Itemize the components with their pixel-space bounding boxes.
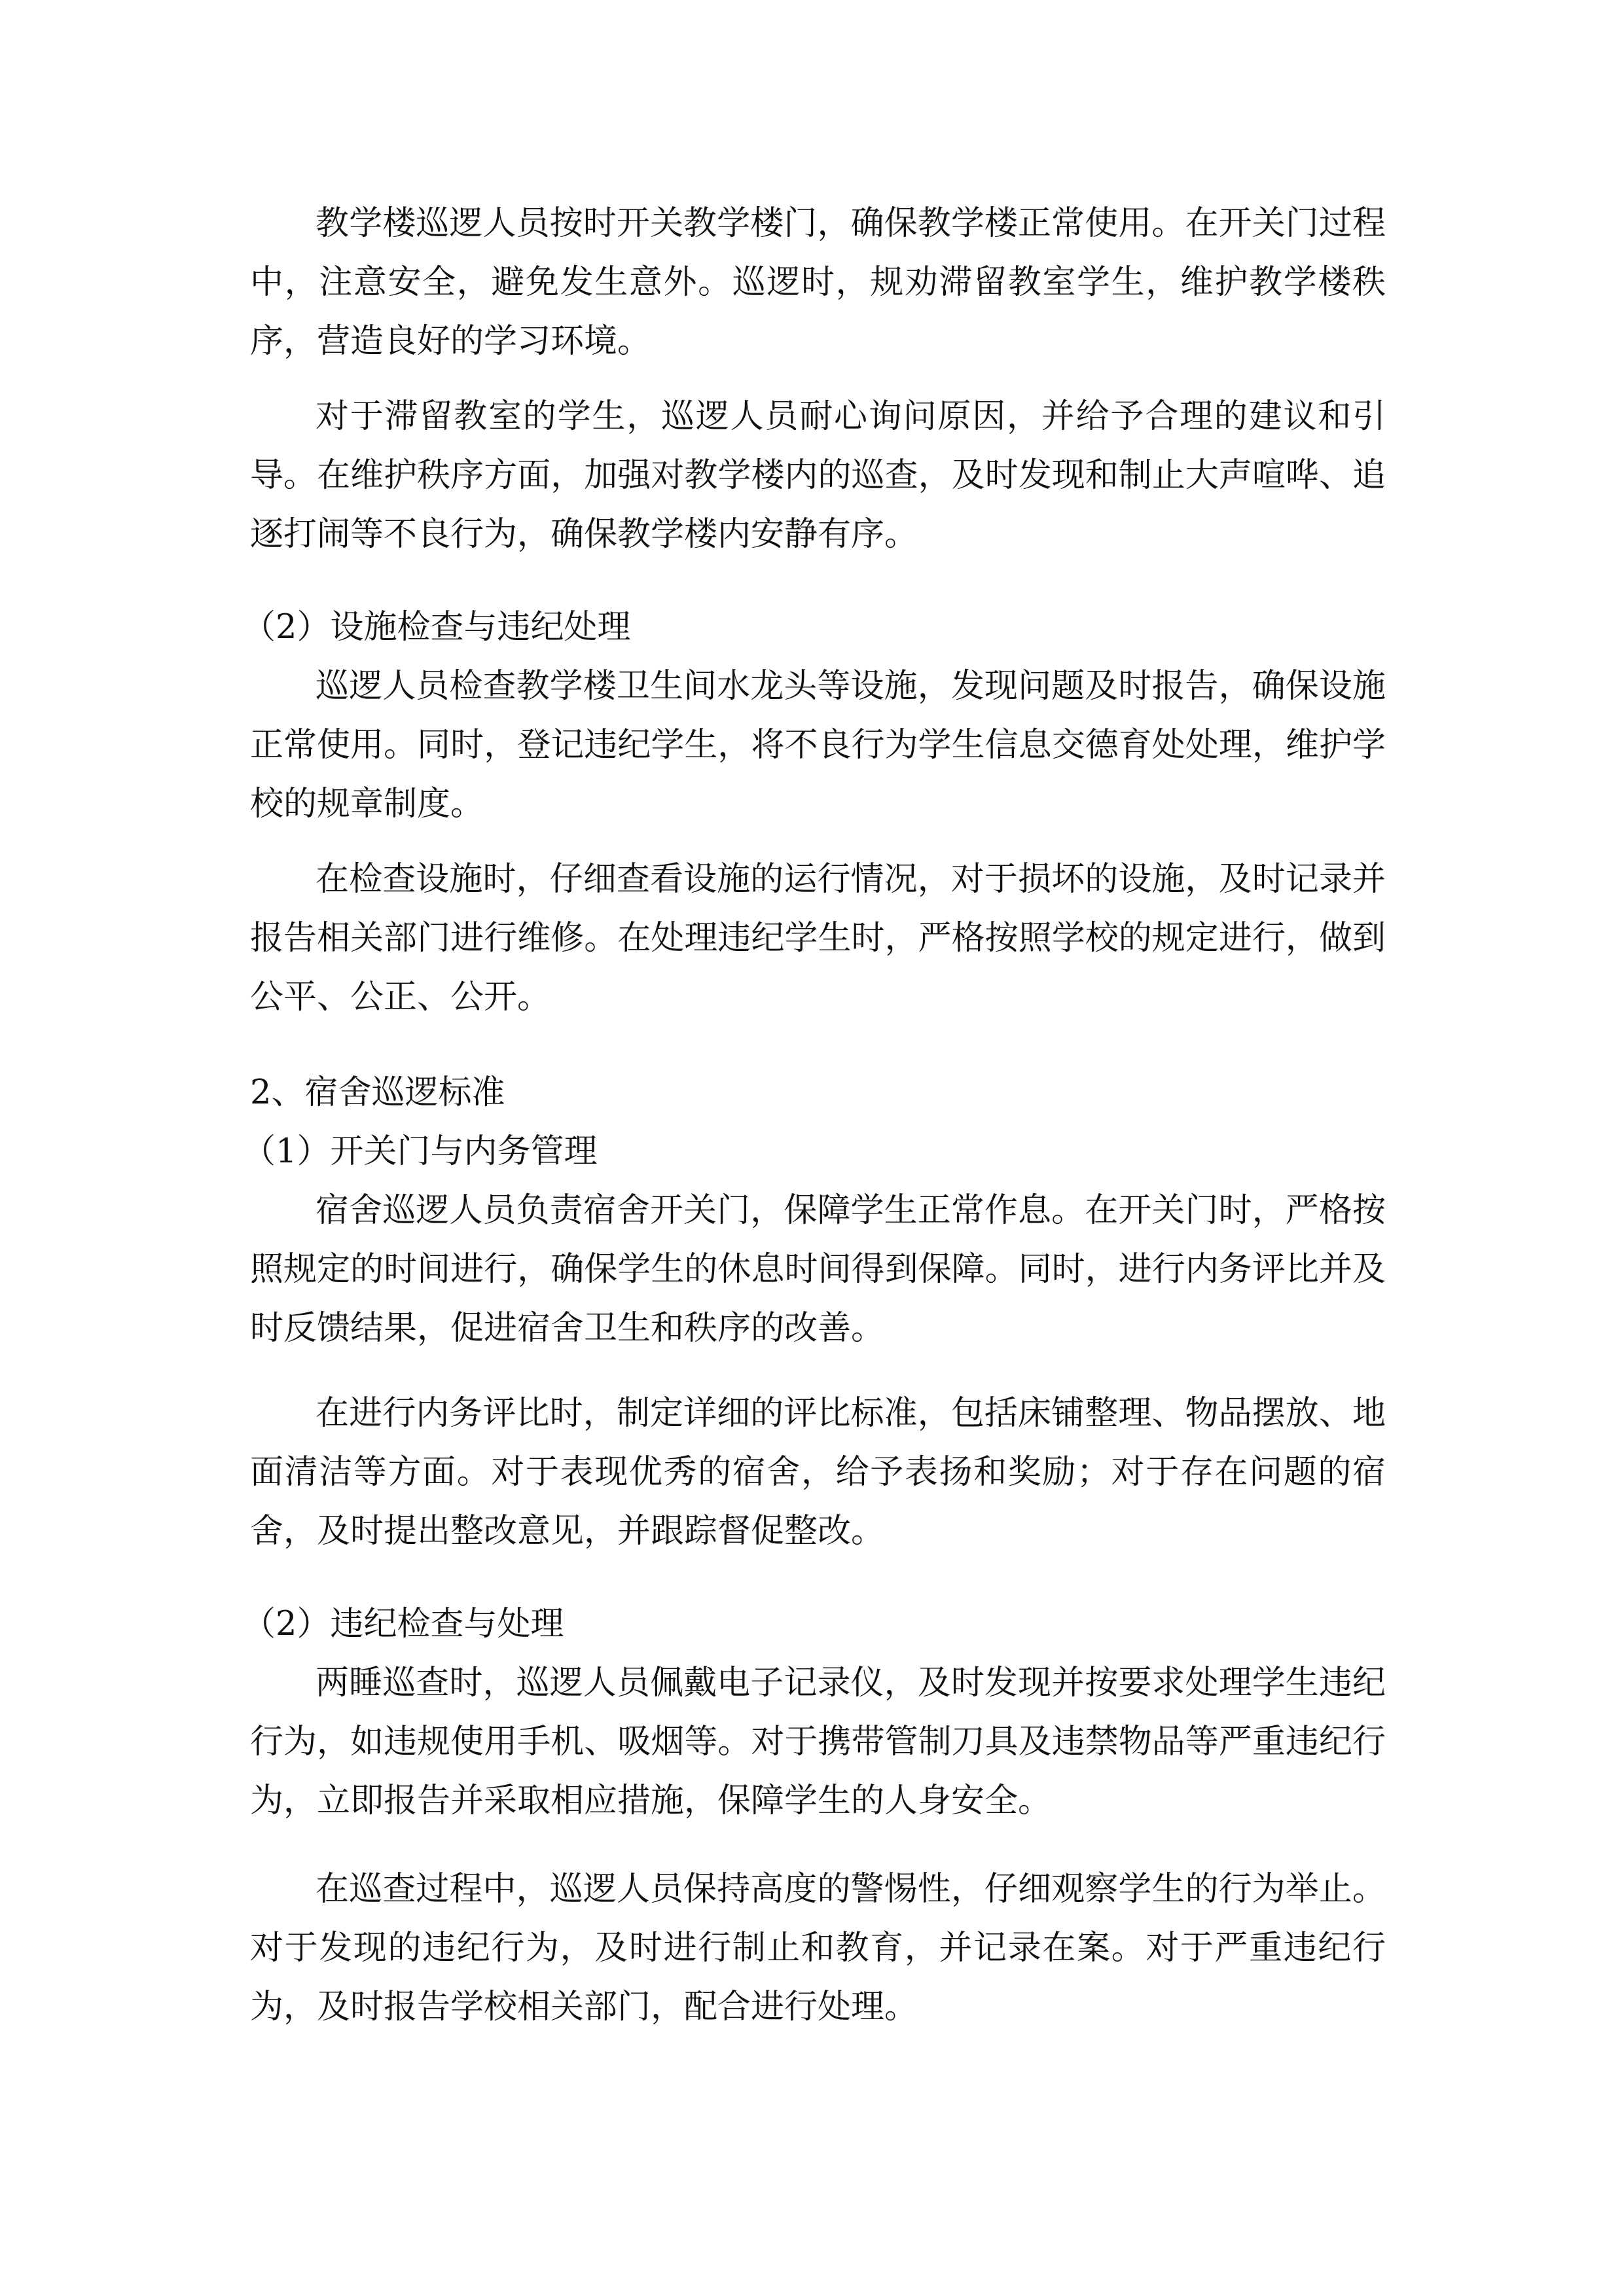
body-text-line: 时反馈结果，促进宿舍卫生和秩序的改善。	[250, 1309, 885, 1348]
body-text-line: 中，注意安全，避免发生意外。巡逻时，规劝滞留教室学生，维护教学楼秩	[250, 263, 1386, 302]
body-text-line: 为，立即报告并采取相应措施，保障学生的人身安全。	[250, 1782, 1052, 1820]
body-text-line: 逐打闹等不良行为，确保教学楼内安静有序。	[250, 515, 918, 554]
body-text-line: 照规定的时间进行，确保学生的休息时间得到保障。同时，进行内务评比并及	[250, 1250, 1386, 1289]
body-text-line: 行为，如违规使用手机、吸烟等。对于携带管制刀具及违禁物品等严重违纪行	[250, 1723, 1386, 1761]
subsection-heading: （1）开关门与内务管理	[242, 1132, 598, 1171]
body-text-line: 校的规章制度。	[250, 785, 484, 823]
section-heading: 2、宿舍巡逻标准	[250, 1073, 505, 1112]
body-text-line: 对于滞留教室的学生，巡逻人员耐心询问原因，并给予合理的建议和引	[316, 397, 1386, 436]
body-text-line: 教学楼巡逻人员按时开关教学楼门，确保教学楼正常使用。在开关门过程	[316, 204, 1386, 243]
body-text-line: 面清洁等方面。对于表现优秀的宿舍，给予表扬和奖励；对于存在问题的宿	[250, 1453, 1386, 1492]
body-text-line: 在进行内务评比时，制定详细的评比标准，包括床铺整理、物品摆放、地	[316, 1394, 1386, 1433]
body-text-line: 对于发现的违纪行为，及时进行制止和教育，并记录在案。对于严重违纪行	[250, 1929, 1386, 1967]
body-text-line: 序，营造良好的学习环境。	[250, 322, 651, 361]
body-text-line: 在检查设施时，仔细查看设施的运行情况，对于损坏的设施，及时记录并	[316, 860, 1386, 899]
body-text-line: 巡逻人员检查教学楼卫生间水龙头等设施，发现问题及时报告，确保设施	[316, 667, 1386, 706]
body-text-line: 报告相关部门进行维修。在处理违纪学生时，严格按照学校的规定进行，做到	[250, 919, 1386, 958]
body-text-line: 舍，及时提出整改意见，并跟踪督促整改。	[250, 1512, 885, 1551]
body-text-line: 两睡巡查时，巡逻人员佩戴电子记录仪，及时发现并按要求处理学生违纪	[316, 1664, 1386, 1702]
body-text-line: 在巡查过程中，巡逻人员保持高度的警惕性，仔细观察学生的行为举止。	[316, 1870, 1386, 1909]
body-text-line: 正常使用。同时，登记违纪学生，将不良行为学生信息交德育处处理，维护学	[250, 726, 1386, 764]
subsection-heading: （2）设施检查与违纪处理	[242, 608, 631, 647]
body-text-line: 导。在维护秩序方面，加强对教学楼内的巡查，及时发现和制止大声喧哗、追	[250, 456, 1386, 495]
subsection-heading: （2）违纪检查与处理	[242, 1605, 564, 1643]
body-text-line: 为，及时报告学校相关部门，配合进行处理。	[250, 1988, 918, 2026]
body-text-line: 公平、公正、公开。	[250, 978, 551, 1016]
body-text-line: 宿舍巡逻人员负责宿舍开关门，保障学生正常作息。在开关门时，严格按	[316, 1191, 1386, 1230]
